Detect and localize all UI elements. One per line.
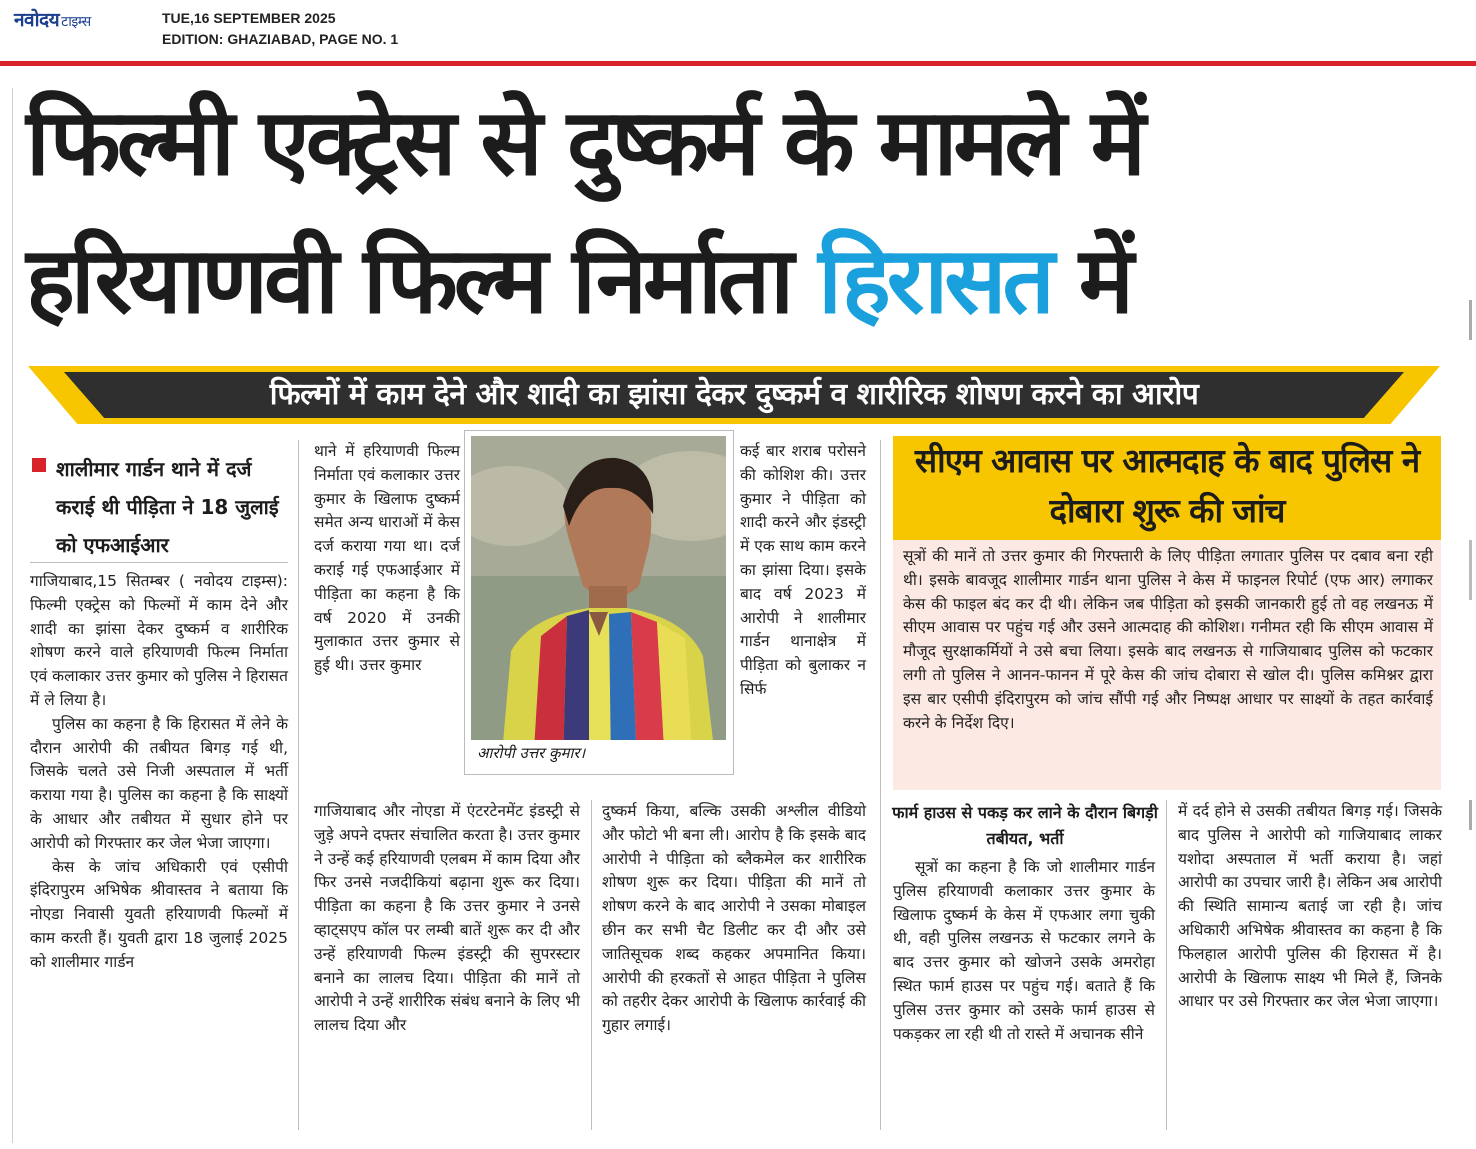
headline-line-2-part-2: में — [1050, 227, 1130, 334]
sidebar-box-body — [903, 545, 1433, 735]
accused-photo — [471, 436, 726, 766]
portrait-illustration — [471, 436, 726, 766]
headline-highlight: हिरासत — [818, 227, 1051, 334]
headline-line-2 — [26, 226, 1130, 336]
article-paragraph: कई बार शराब परोसने की कोशिश की। उत्तर कुमार ने पीड़िता को शादी करने और इंडस्ट्री में एक साथ काम करने का झांसा दिया। इसके बाद वर्ष 2023 में आरोपी ने शालीमार गार्डन थानाक्षेत्र में पीड़िता को बुलाकर न सिर्फ — [740, 442, 866, 698]
column-rule — [591, 800, 592, 1130]
subhead-farmhouse: फार्म हाउस से पकड़ कर लाने के दौरान बिगड़ी तबीयत, भर्ती — [892, 803, 1158, 848]
article-column-2-top — [314, 440, 460, 678]
article-paragraph: थाने में हरियाणवी फिल्म निर्माता एवं कलाकार उत्तर कुमार के खिलाफ दुष्कर्म समेत अन्य धाराओं में केस दर्ज कराया गया था। दर्ज कराई गई एफआईआर में पीड़िता का कहना है कि वर्ष 2020 में उनकी मुलाकात उत्तर कुमार से हुई थी। उत्तर कुमार — [314, 442, 460, 675]
subhead-fir: शालीमार गार्डन थाने में दर्ज कराई थी पीड़िता ने 18 जुलाई को एफआईआर — [56, 457, 279, 557]
article-paragraph: पुलिस का कहना है कि हिरासत में लेने के दौरान आरोपी की तबीयत बिगड़ गई थी, जिसके चलते उसे निजी अस्पताल में भर्ती कराया गया है। पुलिस का कहना है कि साक्ष्यों के आधार और तबीयत में सुधार होने पर आरोपी को गिरफ्तार कर जेल भेजा जाएगा। — [30, 714, 288, 852]
column-rule — [880, 440, 881, 1130]
edition-info: EDITION: GHAZIABAD, PAGE NO. 1 — [162, 31, 399, 47]
article-paragraph: में दर्द होने से उसकी तबीयत बिगड़ गई। जिसके बाद पुलिस ने आरोपी को गाजियाबाद लाकर यशोदा अस्पताल में भर्ती कराया है। जहां आरोपी का उपचार जारी है। लेकिन अब आरोपी की स्थिति सामान्य बताई जा रही है। जांच अधिकारी अभिषेक श्रीवास्तव का कहना है कि फिलहाल आरोपी पुलिस की हिरासत में है। आरोपी के खिलाफ साक्ष्य भी मिले हैं, जिनके आधार पर उसे गिरफ्तार कर जेल भेजा जाएगा। — [1178, 802, 1442, 1011]
newspaper-logo — [14, 6, 91, 32]
article-paragraph: केस के जांच अधिकारी एवं एसीपी इंदिरापुरम अभिषेक श्रीवास्तव ने बताया कि नोएडा निवासी युवती हरियाणवी फिल्मों में काम करती हैं। युवती द्वारा 18 जुलाई 2025 को शालीमार गार्डन — [30, 857, 288, 971]
article-paragraph: दुष्कर्म किया, बल्कि उसकी अश्लील वीडियो और फोटो भी बना ली। आरोप है कि इसके बाद आरोपी ने पीड़िता को ब्लैकमेल कर शारीरिक शोषण शुरू कर दिया। पीड़िता की मानें तो शोषण करने के बाद आरोपी ने उसका मोबाइल छीन कर सभी चैट डिलीट कर दी और उसे जातिसूचक शब्द कहकर अपमानित किया। आरोपी की हरकतों से आहत पीड़िता ने पुलिस को तहरीर देकर आरोपी के खिलाफ कार्रवाई की गुहार लगाई। — [602, 802, 866, 1035]
column-rule — [298, 440, 299, 1130]
column-rule — [1166, 800, 1167, 1130]
sidebar-paragraph: सूत्रों की मानें तो उत्तर कुमार की गिरफ्तारी के लिए पीड़िता लगातार पुलिस पर दबाव बना रही थी। इसके बावजूद शालीमार गार्डन थाना पुलिस ने केस में फाइनल रिपोर्ट (एफ आर) लगाकर केस की फाइल बंद कर दी थी। लेकिन जब पीड़िता को इसकी जानकारी हुई तो वह लखनऊ में सीएम आवास पर पहुंच गई और उसने आत्मदाह की कोशिश। गनीमत रही कि सीएम आवास में मौजूद सुरक्षाकर्मियों ने उसे बचा लिया। इसके बाद लखनऊ से गाजियाबाद पुलिस को फटकार लगी तो पुलिस ने आनन-फानन में पूरे केस की जांच दोबारा से खोल दी। पुलिस कमिश्नर द्वारा इस बार एसीपी इंदिरापुरम को जांच सौंपी गई और निष्पक्ष आधार पर साक्ष्यों के तहत कार्रवाई करने के निर्देश दिए। — [903, 547, 1433, 732]
article-column-2-bottom — [314, 800, 580, 1038]
sidebar-box-title: सीएम आवास पर आत्मदाह के बाद पुलिस ने दोबारा शुरू की जांच — [914, 441, 1420, 530]
page-edge-marks — [1467, 240, 1475, 1140]
publication-date: TUE,16 SEPTEMBER 2025 — [162, 10, 336, 26]
headline-line-1: फिल्मी एक्ट्रेस से दुष्कर्म के मामले में — [26, 89, 1142, 196]
article-paragraph: सूत्रों का कहना है कि जो शालीमार गार्डन पुलिस हरियाणवी कलाकार उत्तर कुमार के खिलाफ दुष्कर्म के केस में एफआर लगा चुकी थी, वही पुलिस लखनऊ से फटकार लगने के बाद उत्तर कुमार को खोजने उसके अमरोहा स्थित फार्म हाउस पर पहुंच गई। बताते हैं कि पुलिस उत्तर कुमार को उसके फार्म हाउस से पकड़कर ला रही थी तो रास्ते में अचानक सीने — [893, 858, 1155, 1043]
article-column-4 — [893, 856, 1155, 1046]
article-column-1 — [30, 570, 288, 975]
article-column-5 — [1178, 800, 1442, 1014]
headline-line-2-part-1: हरियाणवी फिल्म निर्माता — [26, 227, 819, 334]
logo-main: नवोदय — [14, 9, 60, 31]
dateline — [162, 8, 398, 50]
article-column-3-top — [740, 440, 866, 702]
photo-caption: आरोपी उत्तर कुमार। — [471, 740, 726, 766]
subhead-bullet-icon — [32, 458, 46, 472]
article-paragraph: गाजियाबाद,15 सितम्बर ( नवोदय टाइम्स): फिल्मी एक्ट्रेस को फिल्मों में काम देने और शादी का झांसा देकर दुष्कर्म व शारीरिक शोषण करने वाले हरियाणवी फिल्म निर्माता एवं कलाकार उत्तर कुमार को पुलिस ने हिरासत में ले लिया है। — [30, 572, 288, 709]
logo-sub: टाइम्स — [61, 14, 91, 30]
article-paragraph: गाजियाबाद और नोएडा में एंटरटेनमेंट इंडस्ट्री से जुड़े अपने दफ्तर संचालित करता है। उत्तर कुमार ने उन्हें कई हरियाणवी एलबम में काम दिया और फिर उनसे नजदीकियां बढ़ाना शुरू कर दिया। पीड़िता का कहना है कि उत्तर कुमार ने उनसे व्हाट्सएप कॉल पर लम्बी बातें शुरू कर दी और उन्हें हरियाणवी फिल्म इंडस्ट्री की सुपरस्टार बनाने का लालच दिया। पीड़िता की मानें तो आरोपी ने उन्हें शारीरिक संबंध बनाने के लिए भी लालच दिया और — [314, 802, 580, 1035]
kicker-text: फिल्मों में काम देने और शादी का झांसा देकर दुष्कर्म व शारीरिक शोषण करने का आरोप — [269, 377, 1199, 412]
article-column-3-bottom — [602, 800, 866, 1038]
masthead-divider — [0, 61, 1476, 66]
subhead-divider — [30, 562, 288, 563]
